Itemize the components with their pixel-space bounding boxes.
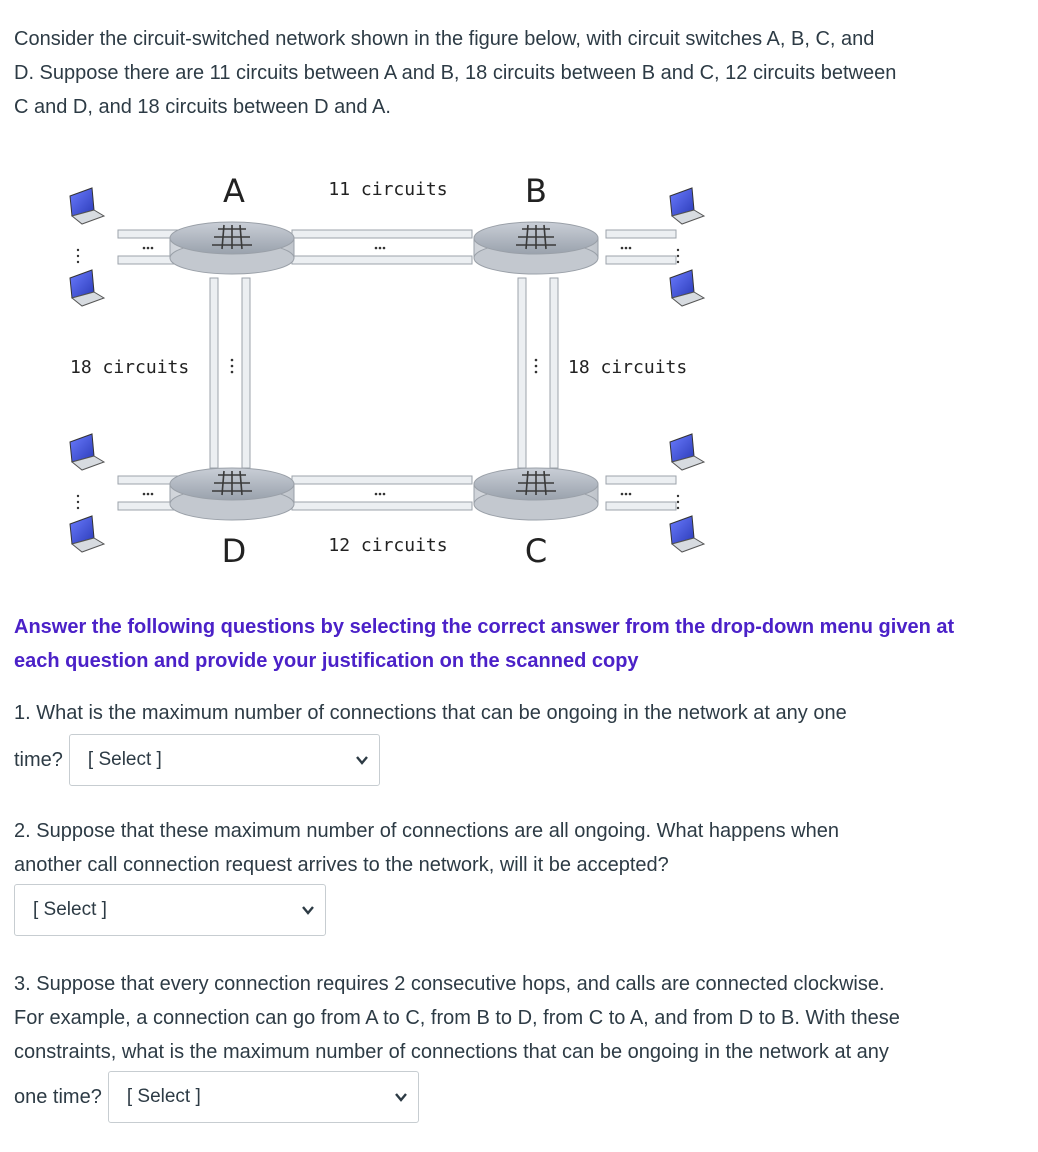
- network-figure: [60, 160, 740, 580]
- question-2-select-value: [ Select ]: [33, 899, 107, 920]
- question-3-text: 3. Suppose that every connection requires 2 consecutive hops, and calls are connected clockwise.: [14, 973, 885, 995]
- laptop-icon: [70, 188, 104, 224]
- intro-line: Consider the circuit-switched network shown in the figure below, with circuit switches A, B, C, and: [14, 28, 875, 50]
- link-ab-label: 11 circuits: [328, 179, 448, 200]
- laptop-icon: [670, 434, 704, 470]
- question-2-select[interactable]: [14, 884, 326, 936]
- question-2-text: another call connection request arrives to the network, will it be accepted?: [14, 854, 669, 876]
- intro-line: C and D, and 18 circuits between D and A.: [14, 96, 391, 118]
- instruction-line: Answer the following questions by selecting the correct answer from the drop-down menu given at: [14, 616, 955, 638]
- switch-d-label: D: [221, 532, 247, 570]
- switch-b-icon: [474, 222, 598, 274]
- question-3-select-value: [ Select ]: [126, 1086, 201, 1107]
- link-dc: [292, 476, 472, 510]
- question-1-select-value: [ Select ]: [87, 749, 162, 770]
- link-bc: [518, 278, 558, 468]
- question-1-select[interactable]: [69, 734, 380, 786]
- question-2: [14, 814, 1024, 936]
- chevron-down-icon: [355, 753, 369, 767]
- laptop-icon: [70, 434, 104, 470]
- intro-line: D. Suppose there are 11 circuits between A and B, 18 circuits between B and C, 12 circuits between: [14, 62, 897, 84]
- switch-b-label: B: [525, 172, 547, 210]
- switch-d-icon: [170, 468, 294, 520]
- chevron-down-icon: [301, 903, 315, 917]
- question-3-select[interactable]: [108, 1071, 419, 1123]
- question-1: [14, 696, 1024, 786]
- laptop-icon: [70, 516, 104, 552]
- intro-paragraph: [14, 22, 1024, 124]
- switch-a-icon: [170, 222, 294, 274]
- question-2-text: 2. Suppose that these maximum number of connections are all ongoing. What happens when: [14, 820, 839, 842]
- laptop-icon: [670, 188, 704, 224]
- laptop-icon: [670, 270, 704, 306]
- instruction-text: [14, 610, 1024, 678]
- link-ab: [292, 230, 472, 264]
- chevron-down-icon: [394, 1090, 408, 1104]
- switch-c-icon: [474, 468, 598, 520]
- question-1-text: 1. What is the maximum number of connections that can be ongoing in the network at any one: [14, 702, 847, 724]
- instruction-line: each question and provide your justification on the scanned copy: [14, 650, 639, 672]
- link-cd-label: 12 circuits: [328, 535, 448, 556]
- link-ad: [210, 278, 250, 468]
- link-bc-label: 18 circuits: [568, 357, 688, 378]
- question-3-text: For example, a connection can go from A to C, from B to D, from C to A, and from D to B. With these: [14, 1007, 900, 1029]
- switch-c-label: C: [524, 532, 548, 570]
- question-1-prefix: time?: [14, 749, 63, 771]
- question-3-prefix: one time?: [14, 1086, 102, 1108]
- switch-a-label: A: [223, 172, 245, 210]
- laptop-icon: [70, 270, 104, 306]
- laptop-icon: [670, 516, 704, 552]
- link-da-label: 18 circuits: [70, 357, 190, 378]
- question-3-text: constraints, what is the maximum number of connections that can be ongoing in the network at any: [14, 1041, 889, 1063]
- question-3: [14, 967, 1024, 1123]
